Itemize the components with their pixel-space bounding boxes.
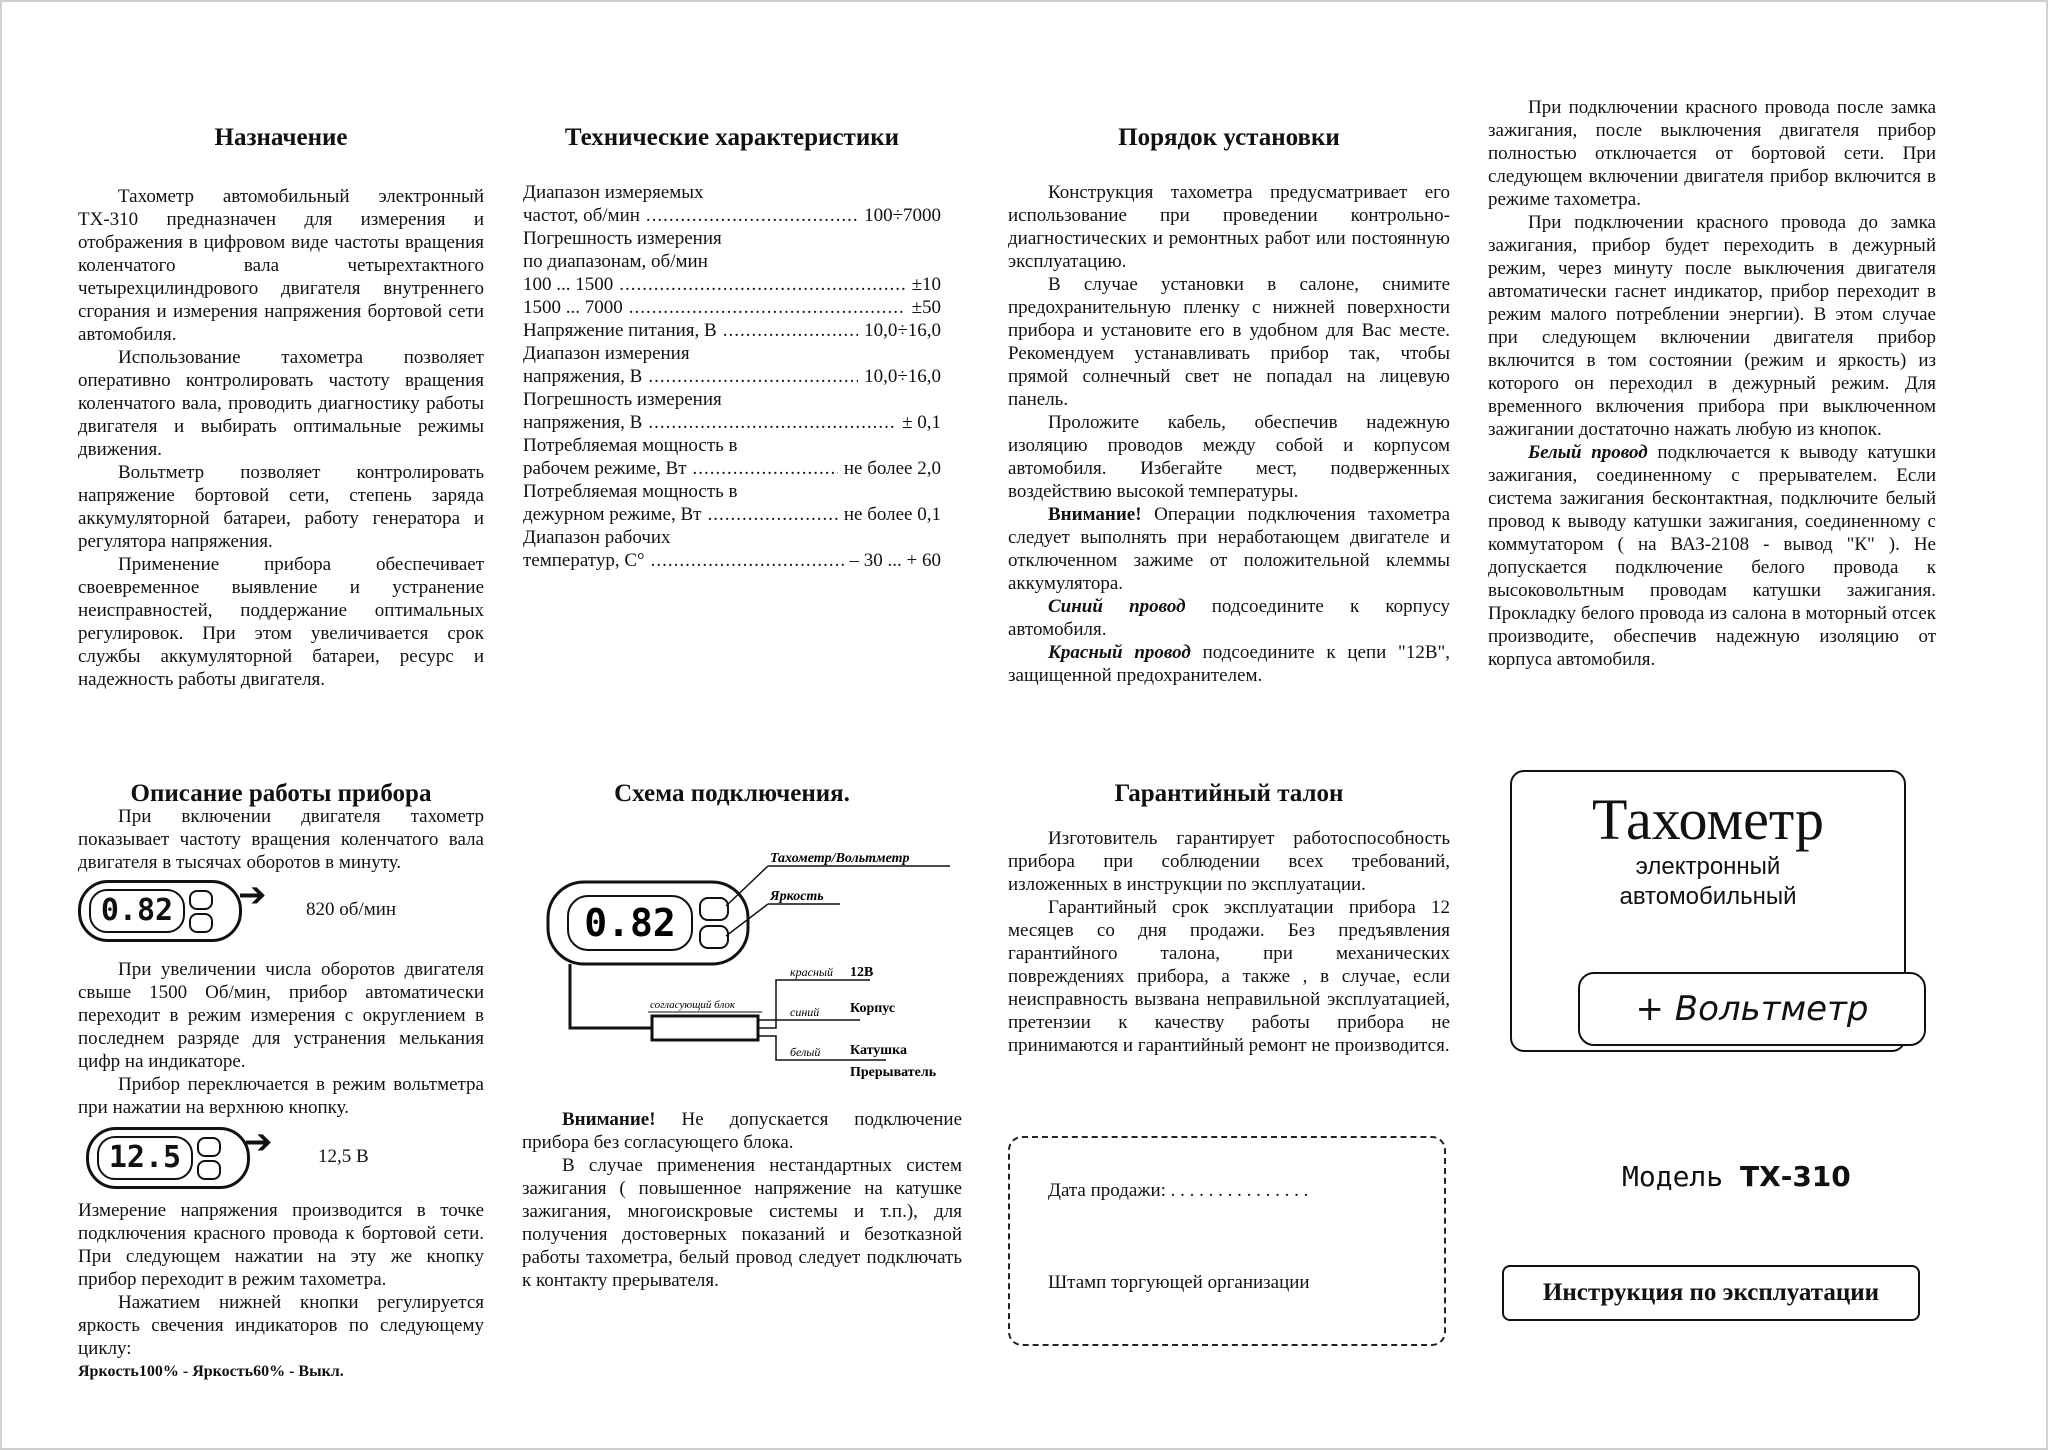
section-title: Гарантийный талон — [1114, 780, 1344, 807]
lower-button-icon — [700, 926, 728, 948]
lcd-readout: 0.82 — [89, 889, 185, 933]
spec-row — [523, 503, 941, 526]
spec-label: дежурном режиме, Вт — [523, 504, 702, 525]
white-wire-label: Белый провод — [1528, 442, 1648, 463]
spec-value: 10,0÷16,0 — [864, 320, 941, 341]
spec-label: рабочем режиме, Вт — [523, 458, 687, 479]
blue-wire-label: Синий провод — [1048, 596, 1186, 617]
spec-value: 100÷7000 — [864, 205, 941, 226]
spec-row — [523, 319, 941, 342]
leader-dots — [723, 319, 858, 342]
paragraph — [522, 1108, 962, 1154]
leader-dots — [707, 503, 837, 526]
brightness-cycle: Яркость100% - Яркость60% - Выкл. — [78, 1363, 344, 1380]
spec-list — [523, 181, 941, 572]
model-label: Модель — [1622, 1160, 1724, 1193]
wire-white: белый — [790, 1045, 821, 1059]
section-operation — [78, 782, 484, 1383]
spec-label: 1500 ... 7000 — [523, 297, 623, 318]
spec-value: ±10 — [911, 274, 941, 295]
spec-label: Потребляемая мощность в — [523, 435, 738, 456]
paragraph: Конструкция тахометра предусматривает его использование при проведении контрольно-диагностических и ремонтных работ или постоянную эксплуатацию. — [1008, 182, 1450, 272]
spec-row — [523, 457, 941, 480]
leader-dots — [646, 204, 858, 227]
section-warranty — [1008, 782, 1450, 1057]
wire-white-target-2: Прерыватель — [850, 1065, 937, 1080]
spec-row — [523, 526, 941, 549]
paragraph: Прибор переключается в режим вольтметра при нажатии на верхнюю кнопку. — [78, 1074, 484, 1118]
section-specs — [523, 126, 941, 572]
lcd-example-voltage — [78, 1119, 484, 1199]
warning-text: Не допускается подключение прибора без согласующего блока. — [522, 1109, 963, 1153]
wire-red-target: 12В — [850, 965, 874, 980]
section-wiring — [523, 782, 941, 805]
leader-dots — [651, 549, 844, 572]
white-wire-text: подключается к выводу катушки зажигания, соединенному с прерывателем. Если система зажигания бесконтактная, подключите белый провод к выводу катушки зажигания, соединенному с коммутатором ( на ВАЗ-2108 - вывод "К" ). Не допускается подключение белого провода к высоковольтным проводам катушки зажигания. Прокладку белого провода из салона в моторный отсек производите, обеспечив надежную изоляцию от корпуса автомобиля. — [1488, 442, 1937, 670]
spec-label: Диапазон измеряемых — [523, 182, 704, 203]
voltmeter-badge: + Вольтметр — [1578, 972, 1926, 1046]
voltage-value: 12,5 В — [318, 1146, 369, 1167]
spec-label: Погрешность измерения — [523, 228, 722, 249]
wire-blue: синий — [790, 1005, 820, 1019]
spec-value: – 30 ... + 60 — [849, 550, 941, 571]
paragraph: Применение прибора обеспечивает своевременное выявление и устранение неисправностей, поддержание оптимальных регулировок. При этом увеличивается срок службы аккумуляторной батареи, ресурс и надежность работы двигателя. — [78, 554, 484, 690]
spec-row — [523, 411, 941, 434]
spec-value: не более 0,1 — [843, 504, 941, 525]
spec-label: 100 ... 1500 — [523, 274, 614, 295]
spec-row — [523, 227, 941, 250]
paragraph: При подключении красного провода до замка зажигания, прибор будет переходить в дежурный режим, через минуту после выключения двигателя автоматически гаснет индикатор, прибор переходит в режим малого потреблении энергии). В этом случае при следующем включении двигателя прибор включится в том состоянии (режим и яркость) из которого он переходил в дежурный режим. Для временного включения прибора при выключенном зажигании достаточно нажать любую из кнопок. — [1488, 212, 1936, 440]
cable — [570, 964, 652, 1028]
paragraph: Измерение напряжения производится в точке подключения красного провода к бортовой сети. При следующем нажатии на эту же кнопку прибор переходит в режим тахометра. — [78, 1200, 484, 1290]
spec-row — [523, 296, 941, 319]
paragraph: Вольтметр позволяет контролировать напряжение бортовой сети, степень заряда аккумуляторной батареи, работу генератора и регулятора напряжения. — [78, 462, 484, 552]
warning-label: Внимание! — [1048, 504, 1142, 525]
spec-row — [523, 250, 941, 273]
cover-title: Тахометр — [1592, 787, 1824, 852]
upper-button-icon — [700, 898, 728, 920]
spec-row — [523, 388, 941, 411]
warning-label: Внимание! — [562, 1109, 656, 1130]
spec-value: ± 0,1 — [902, 412, 941, 433]
arrow-right-icon: ➔ — [238, 875, 267, 915]
paragraph: В случае применения нестандартных систем зажигания ( повышенное напряжение на катушке зажигания, многоискровые системы и т.п.), для получения достоверных показаний и безотказной работы тахометра, белый провод следует подключать к контакту прерывателя. — [522, 1155, 962, 1291]
paragraph: Нажатием нижней кнопки регулируется яркость свечения индикаторов по следующему циклу: — [78, 1292, 484, 1359]
spec-row — [523, 549, 941, 572]
arrow-right-icon: ➔ — [244, 1122, 273, 1162]
lcd-readout: 12.5 — [97, 1136, 193, 1180]
sale-date-field: Дата продажи: . . . . . . . . . . . . . . . — [1048, 1180, 1309, 1201]
device-readout: 0.82 — [584, 901, 676, 945]
wire-blue-target: Корпус — [850, 1001, 896, 1016]
leader-dots — [619, 273, 905, 296]
rpm-value: 820 об/мин — [306, 899, 397, 920]
spec-label: Погрешность измерения — [523, 389, 722, 410]
section-connection-notes — [1488, 96, 1936, 671]
paragraph — [1008, 641, 1450, 687]
leader-dots — [693, 457, 838, 480]
tachometer-display — [78, 880, 242, 942]
spec-value: 10,0÷16,0 — [864, 366, 941, 387]
spec-row — [523, 181, 941, 204]
spec-label: по диапазонам, об/мин — [523, 251, 708, 272]
spec-row — [523, 342, 941, 365]
section-purpose — [78, 126, 484, 691]
spec-value: не более 2,0 — [843, 458, 941, 479]
spec-row — [523, 365, 941, 388]
section-title: Назначение — [214, 124, 348, 151]
section-title: Схема подключения. — [614, 780, 850, 807]
label-block: согласующий блок — [650, 999, 736, 1011]
section-install — [1008, 126, 1450, 687]
label-brightness: Яркость — [770, 889, 824, 904]
spec-label: Потребляемая мощность в — [523, 481, 738, 502]
spec-label: напряжения, В — [523, 366, 643, 387]
paragraph — [1008, 595, 1450, 641]
wiring-diagram — [540, 848, 960, 1088]
upper-button-icon — [197, 1137, 221, 1157]
paragraph — [1008, 503, 1450, 595]
spec-label: частот, об/мин — [523, 205, 640, 226]
paragraph: В случае установки в салоне, снимите предохранительную пленку с нижней поверхности прибора и установите его в удобном для Вас месте. Рекомендуем устанавливать прибор так, чтобы прямой солнечный свет не попадал на лицевую панель. — [1008, 274, 1450, 410]
paragraph: Изготовитель гарантирует работоспособность прибора при соблюдении всех требований, изложенных в инструкции по эксплуатации. — [1008, 828, 1450, 895]
lower-button-icon — [189, 913, 213, 933]
paragraph: Использование тахометра позволяет оперативно контролировать частоту вращения коленчатого вала, проводить диагностику работы двигателя и выбирать оптимальные режимы движения. — [78, 347, 484, 460]
paragraph — [1488, 441, 1936, 671]
blue-wire-text: подсоедините к корпусу автомобиля. — [1008, 596, 1451, 640]
upper-button-icon — [189, 890, 213, 910]
spec-label: температур, С° — [523, 550, 645, 571]
paragraph: При подключении красного провода после замка зажигания, после выключения двигателя прибор полностью отключается от бортовой сети. При следующем включении двигателя прибор включится в режиме тахометра. — [1488, 97, 1936, 210]
wire-red: красный — [790, 965, 834, 979]
paragraph: Тахометр автомобильный электронный ТХ-310 предназначен для измерения и отображения в цифровом виде частоты вращения коленчатого вала четырехтактного четырехцилиндрового двигателя внутреннего сгорания и измерения напряжения бортовой сети автомобиля. — [78, 186, 484, 345]
spec-label: Диапазон измерения — [523, 343, 690, 364]
red-wire-text: подсоедините к цепи "12В", защищенной предохранителем. — [1008, 642, 1450, 686]
voltmeter-display — [86, 1127, 250, 1189]
wire-white-target-1: Катушка — [850, 1043, 907, 1058]
lcd-example-rpm — [78, 874, 484, 958]
wiring-notes — [522, 1108, 962, 1292]
leader-dots — [648, 365, 858, 388]
warranty-card — [1008, 1136, 1446, 1346]
label-tachometer: Тахометр/Вольтметр — [770, 851, 910, 866]
model-number: ТХ-310 — [1740, 1160, 1851, 1193]
section-title: Технические характеристики — [564, 124, 900, 151]
section-title: Порядок установки — [1118, 124, 1340, 151]
paragraph: Гарантийный срок эксплуатации прибора 12 месяцев со дня продажи. Без предъявления гарантийного талона, при механических повреждениях прибора, а также , в случае, если неисправность вызвана неправильной эксплуатацией, претензии к качеству работы прибора не принимаются и гарантийный ремонт не производится. — [1008, 897, 1450, 1056]
paragraph: При включении двигателя тахометр показывает частоту вращения коленчатого вала двигателя в тысячах оборотов в минуту. — [78, 806, 484, 873]
spec-row — [523, 204, 941, 227]
leader-dots — [629, 296, 906, 319]
leader-dots — [648, 411, 896, 434]
spec-label: напряжения, В — [523, 412, 643, 433]
paragraph: Проложите кабель, обеспечив надежную изоляцию проводов между собой и корпусом автомобиля. Избегайте мест, подверженных воздействию высокой температуры. — [1008, 412, 1450, 502]
spec-row — [523, 480, 941, 503]
manual-label: Инструкция по эксплуатации — [1502, 1265, 1920, 1321]
red-wire-label: Красный провод — [1048, 642, 1191, 663]
warning-text: Операции подключения тахометра следует выполнять при неработающем двигателе и отключенном зажиме от положительной клеммы аккумулятора. — [1008, 504, 1451, 594]
lower-button-icon — [197, 1160, 221, 1180]
spec-label: Напряжение питания, В — [523, 320, 717, 341]
spec-row — [523, 273, 941, 296]
model-line — [1622, 1160, 1851, 1193]
spec-value: ±50 — [911, 297, 941, 318]
stamp-field: Штамп торгующей организации — [1048, 1272, 1310, 1293]
cover-subtitle-2: автомобильный — [1619, 883, 1797, 910]
cover-subtitle-1: электронный — [1635, 853, 1781, 880]
matching-block — [652, 1016, 758, 1040]
spec-row — [523, 434, 941, 457]
section-title: Описание работы прибора — [130, 780, 432, 807]
paragraph: При увеличении числа оборотов двигателя свыше 1500 Об/мин, прибор автоматически переходит в режим измерения с округлением в последнем разряде для устранения мелькания цифр на индикаторе. — [78, 959, 484, 1072]
spec-label: Диапазон рабочих — [523, 527, 671, 548]
